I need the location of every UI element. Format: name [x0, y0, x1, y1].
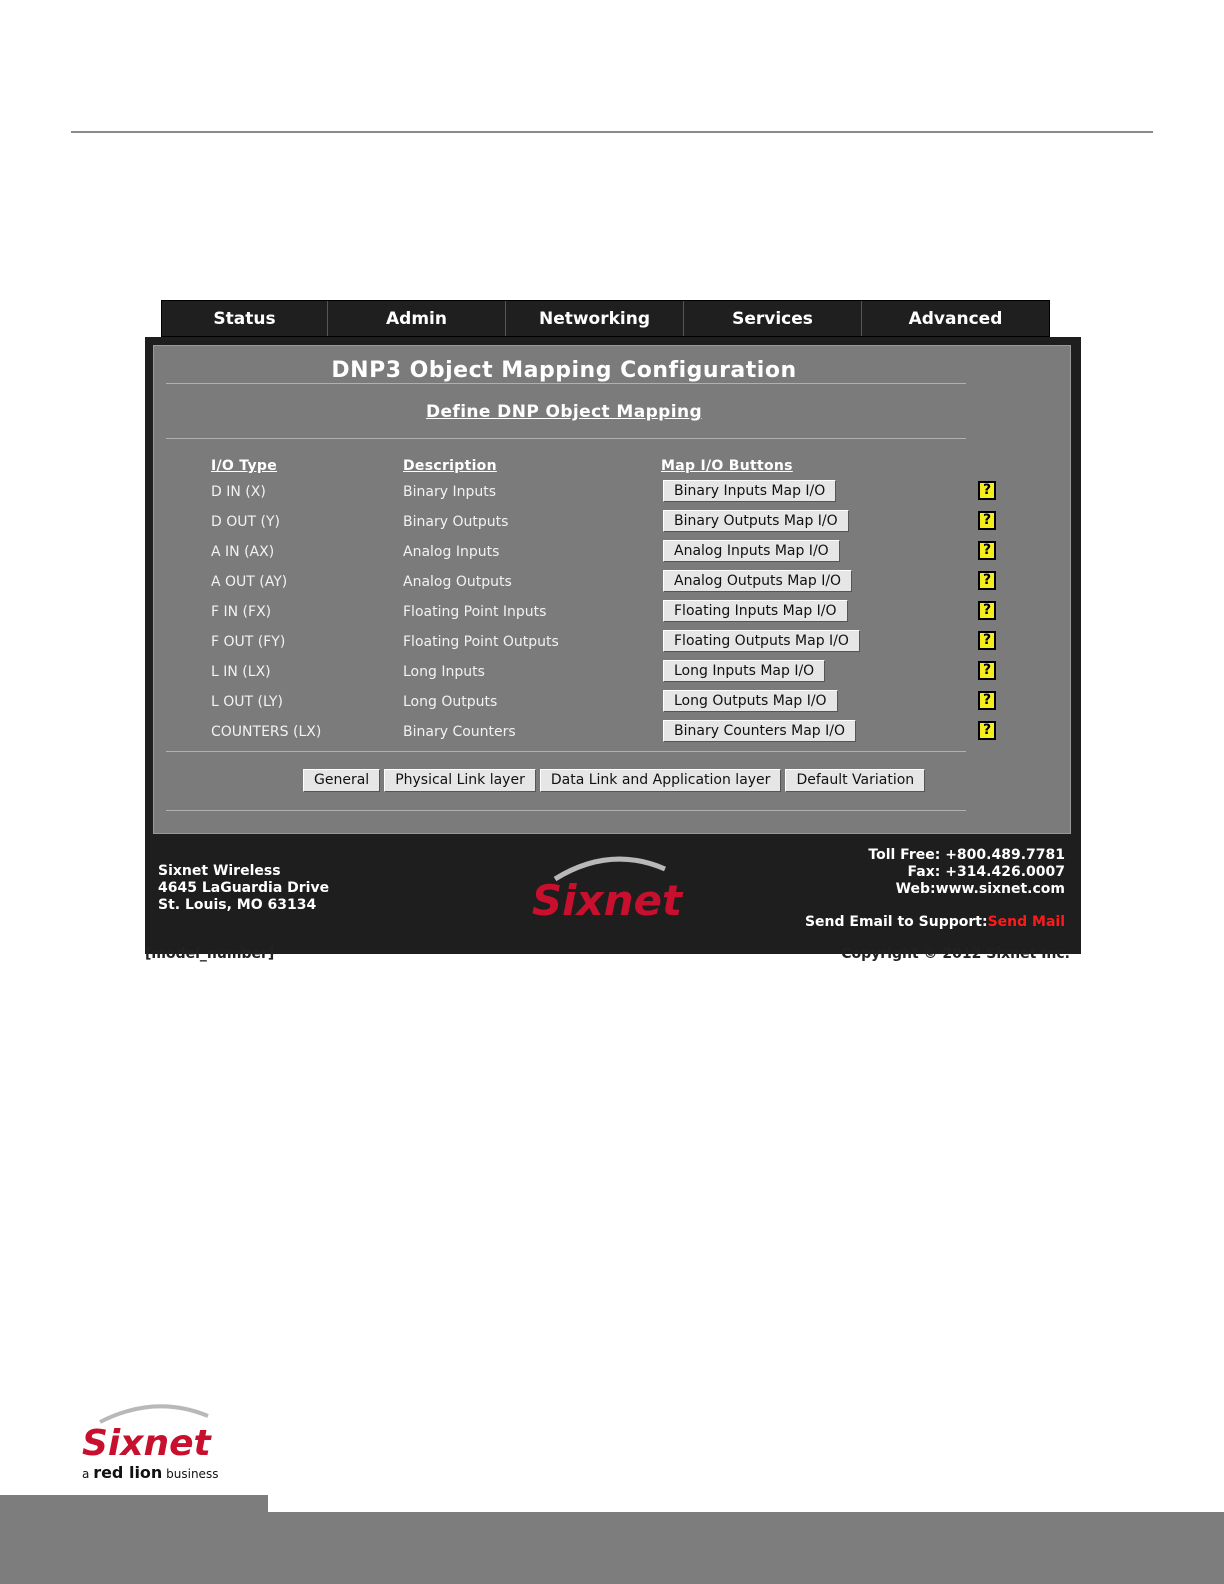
column-header-type: I/O Type — [211, 458, 278, 474]
model-number: [model_number] — [145, 946, 275, 962]
io-description: Long Outputs — [403, 694, 498, 710]
physical-link-layer-button[interactable]: Physical Link layer — [384, 769, 536, 792]
help-icon[interactable]: ? — [978, 481, 996, 500]
tab-advanced[interactable]: Advanced — [908, 308, 1003, 329]
binary-counters-map-button[interactable]: Binary Counters Map I/O — [663, 720, 856, 742]
divider — [166, 751, 966, 752]
help-icon[interactable]: ? — [978, 721, 996, 740]
data-link-application-layer-button[interactable]: Data Link and Application layer — [540, 769, 782, 792]
default-variation-button[interactable]: Default Variation — [785, 769, 925, 792]
company-name: Sixnet Wireless — [158, 863, 281, 879]
help-icon[interactable]: ? — [978, 691, 996, 710]
column-header-description: Description — [403, 458, 497, 474]
tab-services[interactable]: Services — [684, 301, 862, 336]
brand-logo-text: Sixnet — [82, 1423, 211, 1464]
table-row — [154, 538, 1072, 568]
help-icon[interactable]: ? — [978, 511, 996, 530]
sixnet-brand-logo — [80, 1400, 230, 1500]
red-lion-tagline — [82, 1463, 218, 1482]
section-buttons — [303, 769, 925, 792]
io-type: A IN (AX) — [211, 544, 275, 560]
help-icon[interactable]: ? — [978, 571, 996, 590]
io-description: Analog Inputs — [403, 544, 500, 560]
city-state-zip: St. Louis, MO 63134 — [158, 897, 317, 913]
main-nav — [161, 300, 1050, 337]
tab-status[interactable]: Status — [162, 301, 328, 336]
divider — [166, 383, 966, 384]
define-mapping-link[interactable]: Define DNP Object Mapping — [425, 402, 703, 422]
io-type: A OUT (AY) — [211, 574, 288, 590]
long-outputs-map-button[interactable]: Long Outputs Map I/O — [663, 690, 838, 712]
help-icon[interactable]: ? — [978, 661, 996, 680]
io-type: COUNTERS (LX) — [211, 724, 322, 740]
website: Web:www.sixnet.com — [895, 881, 1065, 897]
io-description: Analog Outputs — [403, 574, 512, 590]
copyright: Copyright © 2012 Sixnet Inc. — [841, 946, 1070, 962]
io-type: L IN (LX) — [211, 664, 271, 680]
support-line — [805, 914, 1065, 930]
toll-free-number: Toll Free: +800.489.7781 — [868, 847, 1065, 863]
io-type: L OUT (LY) — [211, 694, 283, 710]
floating-outputs-map-button[interactable]: Floating Outputs Map I/O — [663, 630, 860, 652]
long-inputs-map-button[interactable]: Long Inputs Map I/O — [663, 660, 825, 682]
sixnet-footer-logo — [525, 849, 690, 929]
io-description: Binary Outputs — [403, 514, 509, 530]
help-icon[interactable]: ? — [978, 601, 996, 620]
binary-outputs-map-button[interactable]: Binary Outputs Map I/O — [663, 510, 849, 532]
general-button[interactable]: General — [303, 769, 380, 792]
divider — [166, 810, 966, 811]
tab-networking[interactable]: Networking — [506, 301, 684, 336]
io-type: F OUT (FY) — [211, 634, 286, 650]
table-row — [154, 508, 1072, 538]
table-row — [154, 568, 1072, 598]
footer-logo-text: Sixnet — [531, 876, 683, 925]
street-address: 4645 LaGuardia Drive — [158, 880, 330, 896]
red-lion-wordmark: red lion — [93, 1463, 163, 1482]
table-row — [154, 598, 1072, 628]
send-mail-link[interactable]: Send Mail — [987, 914, 1065, 930]
io-type: D OUT (Y) — [211, 514, 280, 530]
page-footer-bar — [0, 1512, 1224, 1584]
top-divider — [71, 131, 1153, 133]
floating-inputs-map-button[interactable]: Floating Inputs Map I/O — [663, 600, 848, 622]
contact-info — [868, 847, 1065, 898]
config-panel — [153, 345, 1071, 834]
table-row — [154, 628, 1072, 658]
divider — [166, 438, 966, 439]
table-row — [154, 658, 1072, 688]
column-header-buttons: Map I/O Buttons — [661, 458, 793, 474]
tag-suffix: business — [166, 1467, 219, 1481]
analog-inputs-map-button[interactable]: Analog Inputs Map I/O — [663, 540, 840, 562]
table-row — [154, 718, 1072, 748]
io-type: F IN (FX) — [211, 604, 272, 620]
io-description: Binary Inputs — [403, 484, 496, 500]
io-description: Binary Counters — [403, 724, 516, 740]
table-row — [154, 688, 1072, 718]
io-type: D IN (X) — [211, 484, 266, 500]
io-description: Long Inputs — [403, 664, 485, 680]
table-row — [154, 478, 1072, 508]
help-icon[interactable]: ? — [978, 541, 996, 560]
fax-number: Fax: +314.426.0007 — [907, 864, 1065, 880]
io-description: Floating Point Inputs — [403, 604, 547, 620]
help-icon[interactable]: ? — [978, 631, 996, 650]
content-frame — [145, 337, 1081, 954]
tab-admin[interactable]: Admin — [328, 301, 506, 336]
page-title: DNP3 Object Mapping Configuration — [331, 358, 797, 383]
footer-address — [158, 863, 329, 914]
analog-outputs-map-button[interactable]: Analog Outputs Map I/O — [663, 570, 852, 592]
support-label: Send Email to Support: — [804, 914, 988, 930]
io-description: Floating Point Outputs — [403, 634, 559, 650]
binary-inputs-map-button[interactable]: Binary Inputs Map I/O — [663, 480, 836, 502]
tag-prefix: a — [82, 1467, 90, 1481]
